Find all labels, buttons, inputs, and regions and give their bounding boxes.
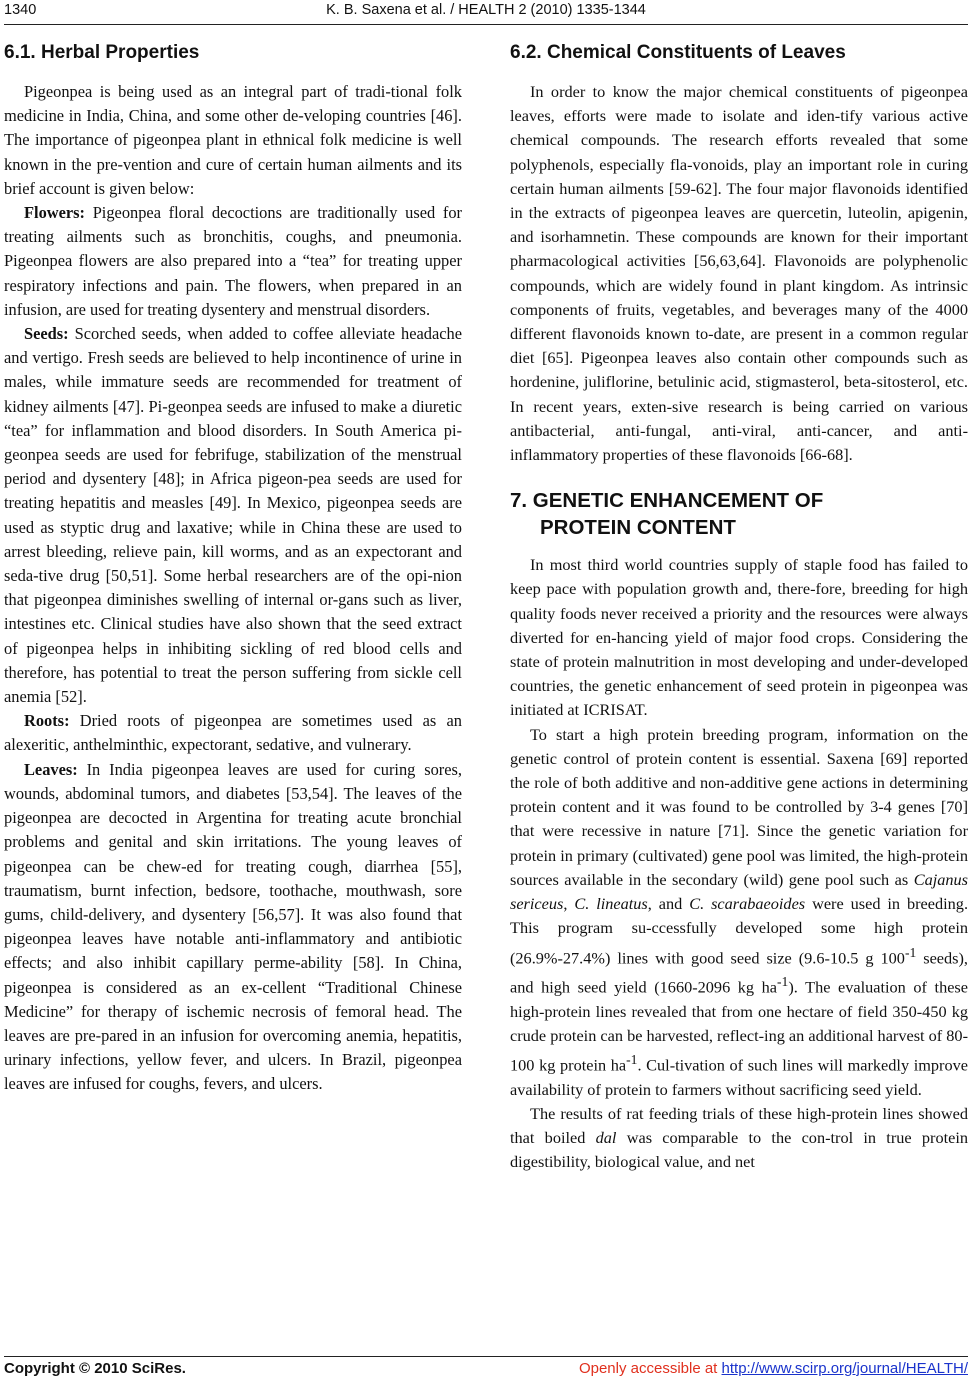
paragraph-rat-feeding <box>510 1102 968 1175</box>
text-run: were used in breeding. This program su-ccessfully developed some high protein (26.9%-27.4%) lines with good seed size (9.6-10.5 g 100 <box>510 894 969 967</box>
superscript: -1 <box>777 974 789 990</box>
italic-term: dal <box>595 1128 617 1148</box>
superscript: -1 <box>904 944 917 960</box>
paragraph-food-supply <box>510 553 968 722</box>
paragraph-text: Dried roots of pigeonpea are sometimes used as an alexeritic, anthelminthic, expectorant, sedative, and vulnerary. <box>4 711 462 755</box>
open-access-note <box>579 1360 968 1377</box>
section-heading-genetic-enhancement <box>510 487 968 541</box>
copyright: Copyright © 2010 SciRes. <box>4 1360 186 1377</box>
running-title: K. B. Saxena et al. / HEALTH 2 (2010) 1335-1344 <box>326 2 646 18</box>
species-name: C. scarabaeoides <box>689 894 806 914</box>
page-number: 1340 <box>4 2 37 18</box>
species-name: C. lineatus <box>574 894 648 914</box>
right-column <box>510 40 968 1175</box>
run-in-head-roots: Roots: <box>24 711 70 731</box>
paragraph-text: In order to know the major chemical constituents of pigeonpea leaves, efforts were made to isolate and iden-tify various active chemical compounds. The research efforts revealed that some polyphenols, especially fla-vonoids, play an important role in curing certain human ailments [59-62]. The four major flavonoids identified in the extracts of pigeonpea leaves are quercetin, luteolin, apigenin, and isorhamnetin. These compounds are known for their important pharmacological activities [56,63,64]. Flavonoids are polyphenolic compounds, which are widely found in plant kingdom. As intrinsic components of fruits, vegetables, and beverages many of the 4000 different flavonoids known to-date, are present in a common regular diet [65]. Pigeonpea leaves also contain other compounds such as hordenine, juliflorine, betulinic acid, stigmasterol, beta-sitosterol, etc. In recent years, exten-sive research is being carried on various antibacterial, anti-fungal, anti-viral, anti-cancer, and anti-inflammatory properties of these flavonoids [66-68]. <box>510 82 968 465</box>
run-in-head-seeds: Seeds: <box>24 324 69 344</box>
open-access-label: Openly accessible at <box>578 1360 722 1377</box>
run-in-head-flowers: Flowers: <box>24 203 85 223</box>
paragraph-text: Scorched seeds, when added to coffee alleviate headache and vertigo. Fresh seeds are believed to help incontinence of urine in males, while immature seeds are recommended for treatment of kidney ailments [47]. Pi-geonpea seeds are infused to make a diuretic “tea” for inflammation and blood disorders. In South America pi-geonpea seeds are used for febrifuge, stabilization of the menstrual period and dysentery [48]; in Africa pigeon-pea seeds are used for treating hepatitis and measles [49]. In Mexico, pigeonpea seeds are used as styptic drug and laxative; while in China these are used to arrest bleeding, relieve pain, kill worms, and as an expectorant and seda-tive drug [50,51]. Some herbal researchers are of the opi-nion that pigeonpea diminishes swelling of internal or-gans such as liver, intestines etc. Clinical studies have also shown that the seed extract of pigeonpea helps in inhibiting sickling of red blood cells and therefore, has potential to treat the person suffering from sickle cell anemia [52]. <box>4 324 462 707</box>
section-heading-chemical-constituents: 6.2. Chemical Constituents of Leaves <box>510 42 846 63</box>
paragraph-breeding-program <box>510 723 968 1102</box>
running-header <box>4 2 968 24</box>
journal-link[interactable]: http://www.scirp.org/journal/HEALTH/ <box>721 1360 968 1377</box>
footer-rule <box>4 1356 968 1357</box>
heading-line-2: PROTEIN CONTENT <box>540 516 736 540</box>
paragraph-seeds <box>4 322 462 709</box>
paragraph-roots <box>4 709 462 757</box>
superscript: -1 <box>626 1052 638 1068</box>
text-run: was comparable to the con-trol in true protein digestibility, biological value, and net <box>510 1128 968 1172</box>
section-heading-herbal-properties: 6.1. Herbal Properties <box>4 42 200 63</box>
paragraph-leaves <box>4 758 462 1097</box>
left-column <box>4 40 462 1097</box>
text-run: , <box>563 894 575 914</box>
paragraph-flowers <box>4 201 462 322</box>
paragraph-text: In most third world countries supply of staple food has failed to keep pace with population growth and, there-fore, breeding for high quality foods never received a priority and the resources were always diverted for en-hancing yield of major food crops. Considering the state of protein malnutrition in most developing and under-developed countries, the genetic enhancement of seed protein in pigeonpea was initiated at ICRISAT. <box>510 555 968 720</box>
text-run: ). The evaluation of these high-protein lines revealed that from one hectare of field 350-450 kg crude protein can be harvested, reflect-ing an additional harvest of 80-100 kg protein ha <box>510 977 968 1075</box>
header-rule <box>4 24 968 25</box>
paragraph-text: In India pigeonpea leaves are used for curing sores, wounds, abdominal tumors, and diabetes [53,54]. The leaves of the pigeonpea are decocted in Argentina for treating acute bronchial problems and genital and skin irritations. The young leaves of pigeonpea can be chew-ed for treating cough, diarrhea [55], traumatism, burnt infection, bedsore, toothache, mouthwash, sore gums, child-delivery, and dysentery [56,57]. It was also found that pigeonpea leaves have notable anti-inflammatory and antibiotic effects; and also inhibit capillary perme-ability [58]. In China, pigeonpea is considered as an ex-cellent “Traditional Chinese Medicine” for therapy of ischemic necrosis of femoral head. The leaves are pre-pared in an infusion for overcoming anemia, hepatitis, urinary infections, yellow fever, and ulcers. In Brazil, pigeonpea leaves are infused for coughs, fevers, and ulcers. <box>4 759 462 1094</box>
text-run: . Cul-tivation of such lines will markedly improve availability of protein to farmers without sacrificing seed yield. <box>510 1055 968 1099</box>
text-run: To start a high protein breeding program, information on the genetic control of protein content is essential. Saxena [69] reported the role of both additive and non-additive gene actions in determining protein content and it was found to be controlled by 3-4 genes [70] that were recessive in nature [71]. Since the genetic variation for protein in primary (cultivated) gene pool was limited, the high-protein sources available in the secondary (wild) gene pool such as <box>510 724 968 889</box>
text-run: The results of rat feeding trials of these high-protein lines showed that boiled <box>510 1103 968 1148</box>
text-run: , and <box>647 894 690 914</box>
text-run: seeds), and high seed yield (1660-2096 kg ha <box>510 947 969 997</box>
paragraph-text: Pigeonpea is being used as an integral part of tradi-tional folk medicine in India, China, and some other de-veloping countries [46]. The importance of pigeonpea plant in ethnical folk medicine is well known in the pre-vention and cure of certain human ailments and its brief account is given below: <box>4 82 462 198</box>
paragraph-chemical-constituents <box>510 80 968 467</box>
heading-line-1: 7. GENETIC ENHANCEMENT OF <box>510 489 824 513</box>
run-in-head-leaves: Leaves: <box>24 759 78 779</box>
species-name: Cajanus sericeus <box>510 869 968 914</box>
paragraph-text: Pigeonpea floral decoctions are traditionally used for treating ailments such as bronchitis, coughs, and pneumonia. Pigeonpea flowers are also prepared into a “tea” for treating upper respiratory infections and pain. The flowers, when prepared in an infusion, are used for treating dysentery and menstrual disorders. <box>4 203 462 319</box>
paragraph-intro <box>4 80 462 201</box>
page-footer <box>4 1360 968 1382</box>
